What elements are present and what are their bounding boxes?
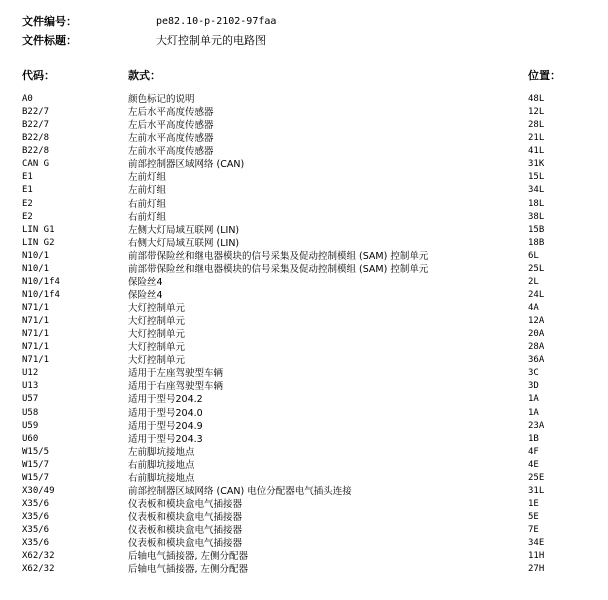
row-description: 右侧大灯局域互联网 (LIN) — [128, 237, 240, 249]
row-position: 34L — [528, 185, 545, 196]
row-code: N10/1f4 — [22, 276, 60, 287]
table-row — [0, 237, 608, 250]
row-code: W15/7 — [22, 459, 50, 470]
row-code: E2 — [22, 198, 33, 209]
row-position: 27H — [528, 564, 545, 575]
row-description: 颜色标记的说明 — [128, 94, 195, 105]
table-row — [0, 498, 608, 511]
row-description: 适用于左座驾驶型车辆 — [128, 368, 224, 380]
row-description: 保险丝4 — [128, 276, 163, 288]
row-description: 适用于型号204.9 — [128, 420, 203, 432]
table-row — [0, 171, 608, 184]
row-description: 前部带保险丝和继电器模块的信号采集及促动控制模组 (SAM) 控制单元 — [128, 263, 429, 275]
row-description: 仪表板和模块盒电气插接器 — [128, 525, 243, 537]
table-row — [0, 407, 608, 420]
row-position: 31K — [528, 159, 545, 170]
row-position: 48L — [528, 94, 545, 104]
table-row — [0, 132, 608, 145]
row-code: CAN G — [22, 159, 50, 170]
table-row — [0, 93, 608, 106]
row-code: U59 — [22, 420, 39, 431]
row-code: N71/1 — [22, 303, 50, 313]
component-table — [0, 93, 608, 576]
table-row — [0, 563, 608, 576]
table-row — [0, 263, 608, 276]
row-position: 36A — [528, 355, 545, 366]
row-description: 左后水平高度传感器 — [128, 120, 214, 132]
table-row — [0, 459, 608, 472]
row-description: 左侧大灯局域互联网 (LIN) — [128, 224, 240, 236]
row-position: 4F — [528, 446, 539, 457]
table-row — [0, 198, 608, 211]
row-code: B22/7 — [22, 120, 50, 131]
row-code: X35/6 — [22, 512, 50, 522]
table-row — [0, 250, 608, 263]
row-code: W15/7 — [22, 472, 50, 483]
table-row — [0, 380, 608, 393]
row-code: N10/1 — [22, 263, 50, 274]
row-code: U12 — [22, 368, 39, 379]
column-header-description: 款式： — [128, 69, 161, 82]
row-position: 12L — [528, 107, 545, 118]
row-position: 4E — [528, 459, 539, 470]
column-header-code: 代码： — [22, 69, 55, 82]
row-position: 2L — [528, 276, 539, 287]
row-code: N71/1 — [22, 316, 50, 327]
table-row — [0, 537, 608, 550]
row-description: 大灯控制单元 — [128, 329, 186, 341]
row-code: W15/5 — [22, 446, 50, 457]
row-description: 适用于型号204.3 — [128, 433, 203, 445]
table-row — [0, 224, 608, 237]
row-code: X62/32 — [22, 564, 55, 575]
row-description: 保险丝4 — [128, 289, 163, 301]
row-code: X30/49 — [22, 485, 55, 496]
table-row — [0, 145, 608, 158]
row-position: 6L — [528, 250, 539, 261]
row-description: 仪表板和模块盒电气插接器 — [128, 538, 243, 550]
row-description: 前部控制器区域网络 (CAN) — [128, 159, 245, 171]
row-position: 15L — [528, 172, 545, 183]
row-position: 3C — [528, 368, 539, 379]
row-position: 4A — [528, 303, 539, 313]
row-code: U13 — [22, 381, 39, 392]
row-description: 仪表板和模块盒电气插接器 — [128, 498, 243, 510]
row-code: N10/1f4 — [22, 289, 60, 300]
row-description: 仪表板和模块盒电气插接器 — [128, 512, 243, 523]
row-description: 大灯控制单元 — [128, 303, 186, 314]
table-row — [0, 485, 608, 498]
row-description: 右前脚坑接地点 — [128, 472, 195, 484]
row-description: 左前水平高度传感器 — [128, 133, 214, 145]
row-position: 11H — [528, 551, 545, 562]
doc-title-label: 文件标题： — [22, 34, 77, 47]
table-row — [0, 119, 608, 132]
row-description: 右前脚坑接地点 — [128, 459, 195, 471]
row-description: 大灯控制单元 — [128, 355, 186, 367]
row-position: 38L — [528, 211, 545, 222]
row-position: 21L — [528, 133, 545, 144]
row-description: 前部控制器区域网络 (CAN) 电位分配器电气插头连接 — [128, 485, 352, 497]
row-description: 大灯控制单元 — [128, 342, 186, 354]
row-position: 34E — [528, 538, 545, 549]
row-position: 31L — [528, 485, 545, 496]
doc-number-value: pe82.10-p-2102-97faa — [156, 16, 277, 27]
table-row — [0, 276, 608, 289]
row-position: 24L — [528, 289, 545, 300]
table-row — [0, 302, 608, 315]
row-description: 右前灯组 — [128, 198, 167, 210]
doc-title-value: 大灯控制单元的电路图 — [156, 34, 266, 47]
row-code: E1 — [22, 185, 33, 196]
table-row — [0, 289, 608, 302]
row-position: 1A — [528, 394, 539, 405]
table-row — [0, 184, 608, 197]
row-code: LIN G2 — [22, 237, 55, 248]
table-row — [0, 524, 608, 537]
row-description: 大灯控制单元 — [128, 316, 186, 328]
row-code: B22/7 — [22, 107, 50, 118]
column-header-position: 位置： — [528, 69, 561, 82]
row-position: 25E — [528, 472, 545, 483]
row-description: 右前灯组 — [128, 211, 167, 223]
table-row — [0, 511, 608, 524]
row-code: X35/6 — [22, 525, 50, 536]
row-position: 18L — [528, 198, 545, 209]
table-row — [0, 328, 608, 341]
table-row — [0, 158, 608, 171]
row-code: N71/1 — [22, 329, 50, 340]
doc-number-label: 文件编号： — [22, 15, 77, 28]
row-position: 28A — [528, 342, 545, 353]
table-row — [0, 433, 608, 446]
row-position: 28L — [528, 120, 545, 131]
row-code: B22/8 — [22, 133, 50, 144]
row-position: 1E — [528, 498, 539, 509]
row-description: 前部带保险丝和继电器模块的信号采集及促动控制模组 (SAM) 控制单元 — [128, 250, 429, 262]
row-code: X35/6 — [22, 498, 50, 509]
table-row — [0, 446, 608, 459]
row-position: 23A — [528, 420, 545, 431]
table-row — [0, 472, 608, 485]
row-code: N10/1 — [22, 250, 50, 261]
row-description: 左后水平高度传感器 — [128, 107, 214, 119]
row-code: E1 — [22, 172, 33, 183]
row-position: 1B — [528, 433, 539, 444]
row-code: X62/32 — [22, 551, 55, 562]
row-position: 18B — [528, 237, 545, 248]
table-row — [0, 367, 608, 380]
row-code: U60 — [22, 433, 39, 444]
row-code: U58 — [22, 407, 39, 418]
row-code: N71/1 — [22, 342, 50, 353]
row-position: 20A — [528, 329, 545, 340]
row-description: 后轴电气插接器, 左侧分配器 — [128, 551, 249, 563]
row-description: 适用于型号204.0 — [128, 407, 203, 419]
row-description: 左前灯组 — [128, 185, 167, 197]
table-row — [0, 393, 608, 406]
row-description: 适用于右座驾驶型车辆 — [128, 381, 224, 393]
row-position: 7E — [528, 525, 539, 536]
table-row — [0, 315, 608, 328]
table-row — [0, 550, 608, 563]
row-code: A0 — [22, 94, 33, 104]
row-code: N71/1 — [22, 355, 50, 366]
row-code: B22/8 — [22, 146, 50, 157]
row-position: 12A — [528, 316, 545, 327]
row-position: 25L — [528, 263, 545, 274]
row-code: E2 — [22, 211, 33, 222]
row-position: 1A — [528, 407, 539, 418]
row-position: 3D — [528, 381, 539, 392]
row-code: X35/6 — [22, 538, 50, 549]
table-row — [0, 341, 608, 354]
row-code: LIN G1 — [22, 224, 55, 235]
row-description: 左前脚坑接地点 — [128, 446, 195, 458]
row-description: 适用于型号204.2 — [128, 394, 203, 406]
row-position: 5E — [528, 512, 539, 522]
row-description: 左前水平高度传感器 — [128, 146, 214, 158]
row-position: 15B — [528, 224, 545, 235]
row-position: 41L — [528, 146, 545, 157]
row-code: U57 — [22, 394, 39, 405]
table-row — [0, 106, 608, 119]
table-row — [0, 211, 608, 224]
table-row — [0, 420, 608, 433]
table-row — [0, 354, 608, 367]
row-description: 后轴电气插接器, 左侧分配器 — [128, 564, 249, 576]
row-description: 左前灯组 — [128, 172, 167, 184]
